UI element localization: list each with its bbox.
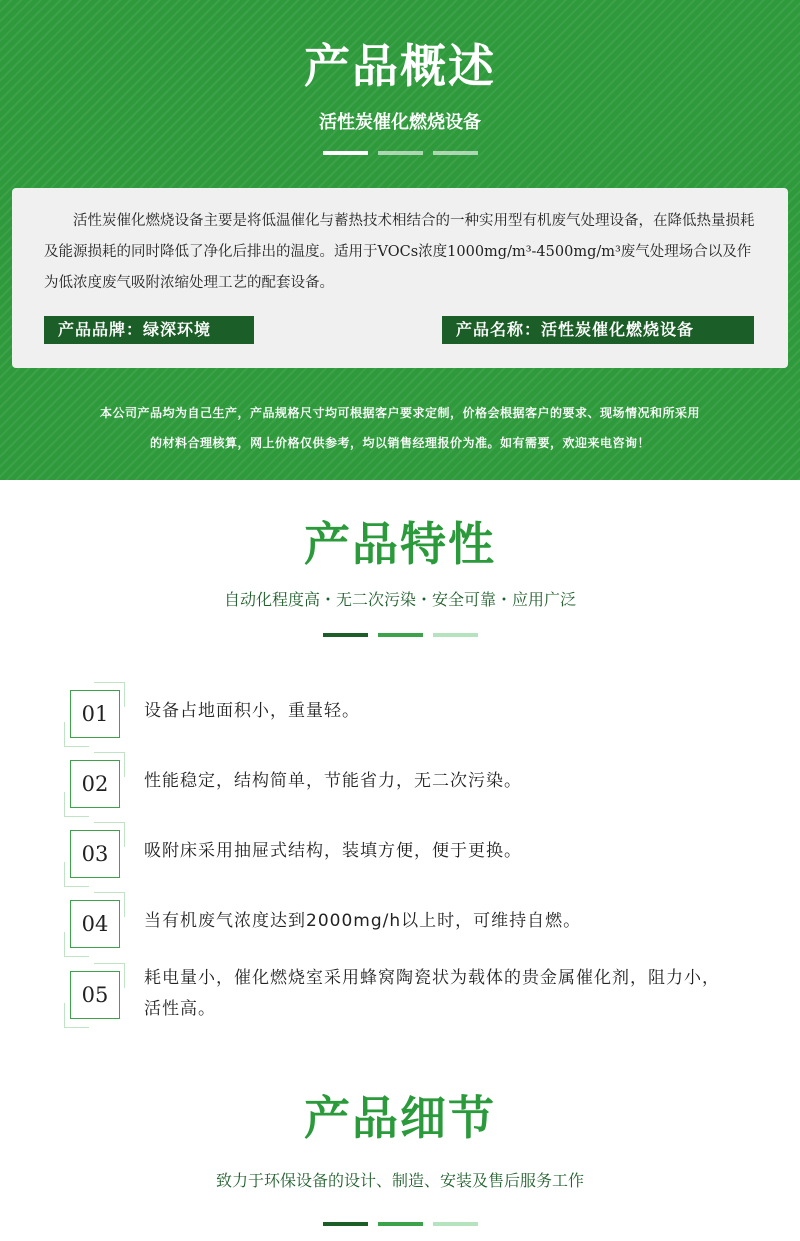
feature-number: 01 <box>70 690 120 738</box>
feature-text: 吸附床采用抽屉式结构，装填方便，便于更换。 <box>144 841 522 861</box>
feature-item <box>70 760 750 830</box>
description-card <box>12 188 788 368</box>
details-subtitle: 致力于环保设备的设计、制造、安装及售后服务工作 <box>215 1171 584 1190</box>
overview-subtitle: 活性炭催化燃烧设备 <box>319 112 481 133</box>
overview-section <box>0 0 800 480</box>
divider-bar <box>433 1222 478 1226</box>
overview-title: 产品概述 <box>304 39 496 93</box>
feature-number: 03 <box>70 830 120 878</box>
feature-item <box>70 830 750 900</box>
divider-bar <box>433 151 478 155</box>
pricing-notice <box>10 398 790 458</box>
feature-item <box>70 900 750 970</box>
feature-text: 性能稳定，结构简单，节能省力，无二次污染。 <box>144 771 522 791</box>
feature-text: 当有机废气浓度达到2000mg/h以上时，可维持自燃。 <box>144 911 582 931</box>
divider-bar <box>323 1222 368 1226</box>
title-divider <box>0 151 800 155</box>
divider-bar <box>323 151 368 155</box>
details-divider <box>0 1222 800 1226</box>
brand-tag: 产品品牌：绿深环境 <box>44 316 254 344</box>
divider-bar <box>433 633 478 637</box>
product-name-tag: 产品名称：活性炭催化燃烧设备 <box>442 316 754 344</box>
divider-bar <box>378 633 423 637</box>
features-subtitle: 自动化程度高・无二次污染・安全可靠・应用广泛 <box>223 590 576 609</box>
feature-text: 耗电量小，催化燃烧室采用蜂窝陶瓷状为载体的贵金属催化剂，阻力小，活性高。 <box>144 968 720 1019</box>
notice-line: 本公司产品均为自己生产，产品规格尺寸均可根据客户要求定制，价格会根据客户的要求、现场情况和所采用 <box>99 406 700 420</box>
feature-number: 05 <box>70 971 120 1019</box>
notice-line: 的材料合理核算，网上价格仅供参考，均以销售经理报价为准。如有需要，欢迎来电咨询！ <box>149 436 650 450</box>
feature-number: 04 <box>70 900 120 948</box>
divider-bar <box>378 1222 423 1226</box>
product-description: 活性炭催化燃烧设备主要是将低温催化与蓄热技术相结合的一种实用型有机废气处理设备，在降低热量损耗及能源损耗的同时降低了净化后排出的温度。适用于VOCs浓度1000mg/m³-4500mg/m³废气处理场合以及作为低浓度废气吸附浓缩处理工艺的配套设备。 <box>44 213 755 291</box>
feature-item <box>70 690 750 760</box>
feature-number: 02 <box>70 760 120 808</box>
features-title: 产品特性 <box>304 517 496 571</box>
details-title: 产品细节 <box>304 1091 496 1145</box>
divider-bar <box>323 633 368 637</box>
features-divider <box>0 633 800 637</box>
feature-text: 设备占地面积小，重量轻。 <box>144 701 360 721</box>
divider-bar <box>378 151 423 155</box>
feature-item <box>70 968 750 1041</box>
